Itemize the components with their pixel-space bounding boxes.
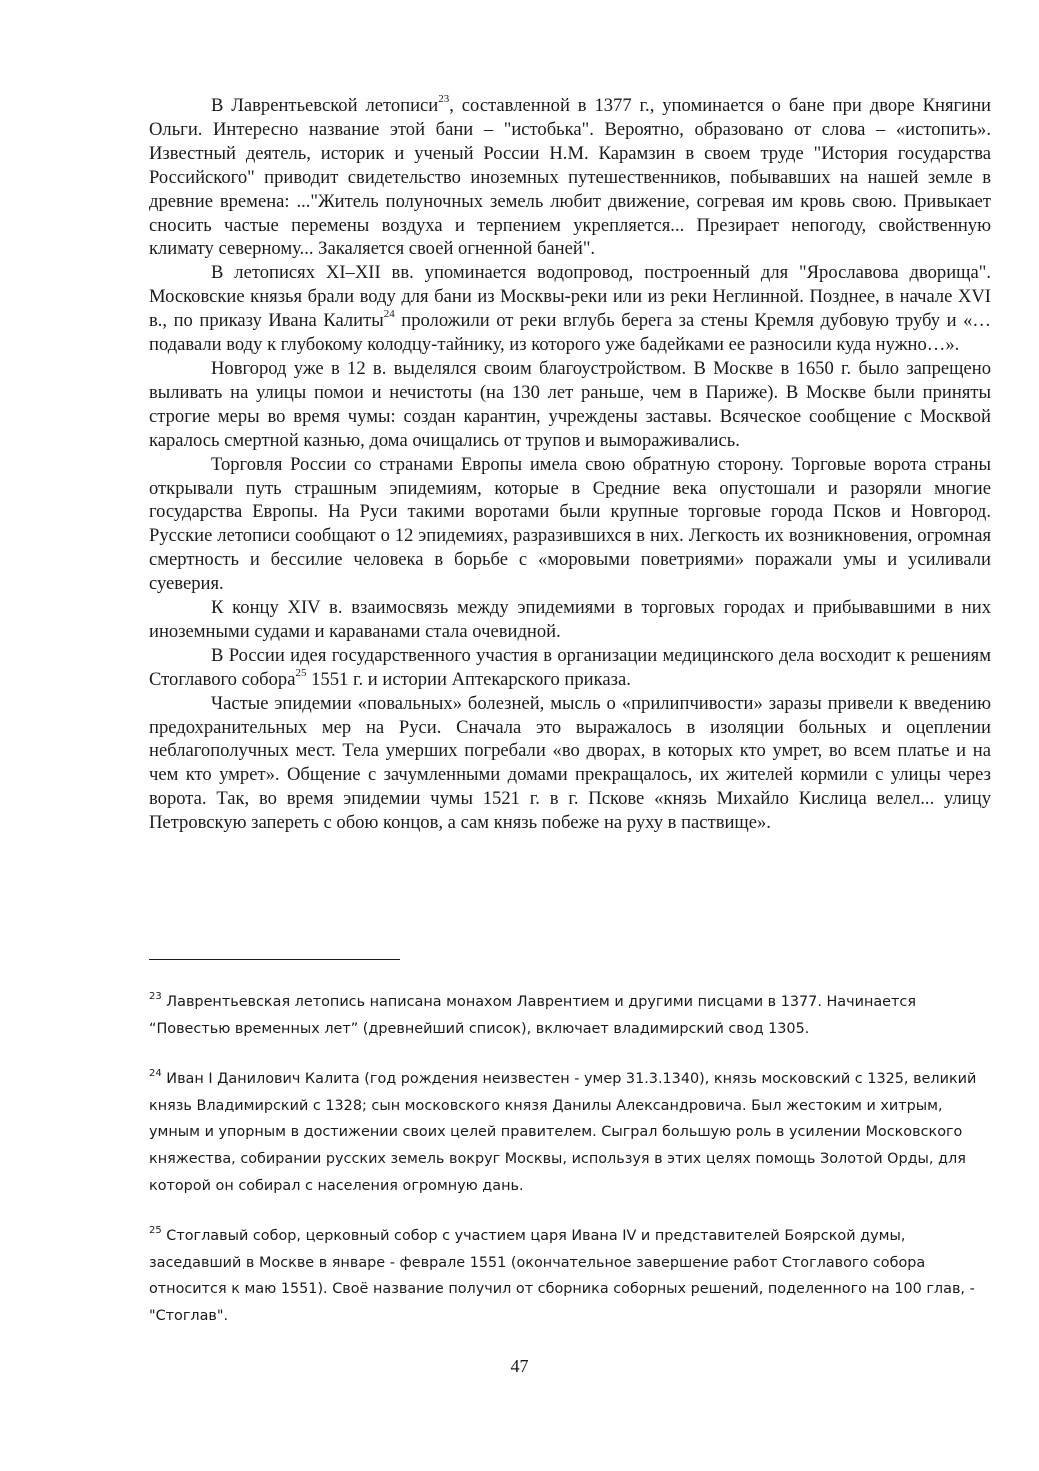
paragraph-text: 1551 г. и истории Аптекарского приказа. — [306, 668, 631, 690]
footnote-24 — [149, 1066, 991, 1199]
footnote-separator — [149, 959, 400, 960]
paragraph-2 — [149, 261, 991, 357]
footnote-number: 25 — [149, 1225, 162, 1237]
paragraph-3: Новгород уже в 12 в. выделялся своим благоустройством. В Москве в 1650 г. было запрещено выливать на улицы помои и нечистоты (на 130 лет раньше, чем в Париже). В Москве были приняты строгие меры во время чумы: создан карантин, учреждены заставы. Всяческое сообщение с Москвой каралось смертной казнью, дома очищались от трупов и вымораживались. — [149, 357, 991, 451]
footnotes — [149, 989, 991, 1354]
footnote-text: Иван I Данилович Калита (год рождения неизвестен - умер 31.3.1340), князь московский с 1325, великий князь Владимирский с 1328; сын московского князя Данилы Александровича. Был жестоким и хитрым, умным и упорным в достижении своих целей правителем. Сыграл большую роль в усилении Московского княжества, собирании русских земель вокруг Москвы, используя в этих целях помощь Золотой Орды, для которой он собирал с населения огромную дань. — [149, 1071, 977, 1194]
paragraph-text: В летописях XI–XII вв. упоминается водопровод, построенный для "Ярославова дворища". Московские князья брали воду для бани из Москвы-реки или из реки Неглинной. Позднее, в начале XVI в., по приказу Ивана Калиты — [149, 262, 991, 332]
paragraph-text: проложили от реки вглубь берега за стены Кремля дубовую трубу и «…подавали воду к глубокому колодцу-тайнику, из которого уже бадейками ее разносили куда нужно…». — [149, 310, 991, 356]
paragraph-7: Частые эпидемии «повальных» болезней, мысль о «прилипчивости» заразы привели к введению предохранительных мер на Руси. Сначала это выражалось в изоляции больных и оцеплении неблагополучных мест. Тела умерших погребали «во дворах, в которых кто умрет, во всем платье и на чем кто умрет». Общение с зачумленными домами прекращалось, их жителей кормили с улицы через ворота. Так, во время эпидемии чумы 1521 г. в г. Пскове «князь Михайло Кислица велел... улицу Петровскую запереть с обою концов, а сам князь побеже на руху в паствище». — [149, 692, 991, 834]
footnote-text: Стоглавый собор, церковный собор с участием царя Ивана IV и представителей Боярской думы, заседавший в Москве в январе - феврале 1551 (окончательное завершение работ Стоглавого собора относится к маю 1551). Своё название получил от сборника соборных решений, поделенного на 100 глав, - "Стоглав". — [149, 1228, 975, 1324]
footnote-ref-24[interactable]: 24 — [383, 307, 395, 320]
footnote-23 — [149, 989, 991, 1042]
paragraph-5: К концу XIV в. взаимосвязь между эпидемиями в торговых городах и прибывавшими в них иноземными судами и караванами стала очевидной. — [149, 597, 991, 642]
footnote-number: 24 — [149, 1068, 162, 1080]
paragraph-6 — [149, 644, 991, 692]
footnote-text: Лаврентьевская летопись написана монахом Лаврентием и другими писцами в 1377. Начинается “Повестью временных лет” (древнейший список), включает владимирский свод 1305. — [149, 994, 916, 1037]
paragraph-4: Торговля России со странами Европы имела свою обратную сторону. Торговые ворота страны открывали путь страшным эпидемиям, которые в Средние века опустошали и разоряли многие государства Европы. На Руси такими воротами были крупные торговые города Псков и Новгород. Русские летописи сообщают о 12 эпидемиях, разразившихся в них. Легкость их возникновения, огромная смертность и бессилие человека в борьбе с «моровыми поветриями» поражали умы и усиливали суеверия. — [149, 453, 991, 595]
paragraph-1 — [149, 94, 991, 261]
footnote-ref-23[interactable]: 23 — [438, 92, 450, 105]
footnote-number: 23 — [149, 991, 162, 1003]
footnote-25 — [149, 1223, 991, 1329]
paragraph-text: , составленной в 1377 г., упоминается о бане при дворе Княгини Ольги. Интересно название этой бани – "истобька". Вероятно, образовано от слова – «истопить». Известный деятель, историк и ученый России Н.М. Карамзин в своем труде "История государства Российского" приводит свидетельство иноземных путешественников, побывавших на нашей земле в древние времена: ..."Житель полуночных земель любит движение, согревая им кровь свою. Привыкает сносить частые перемены воздуха и терпением укрепляется... Презирает непогоду, свойственную климату северному... Закаляется своей огненной баней". — [149, 95, 991, 260]
page-number: 47 — [510, 1356, 529, 1376]
main-text — [149, 94, 991, 835]
paragraph-text: В России идея государственного участия в организации медицинского дела восходит к решениям Стоглавого собора — [149, 644, 991, 690]
page-body — [149, 94, 991, 835]
footnote-ref-25[interactable]: 25 — [295, 666, 307, 679]
paragraph-text: В Лаврентьевской летописи — [211, 95, 439, 116]
